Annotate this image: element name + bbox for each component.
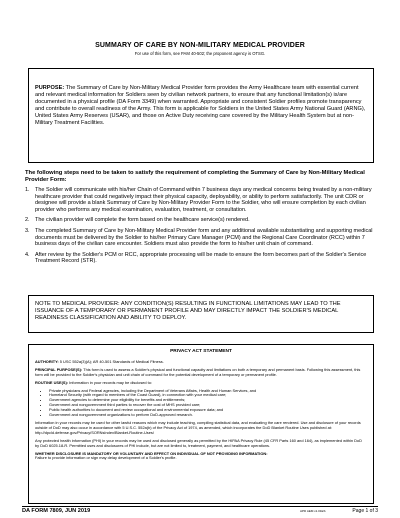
step-item	[25, 187, 377, 213]
privacy-heading: PRIVACY ACT STATEMENT	[170, 349, 232, 354]
step-item	[25, 228, 377, 248]
apd-version: APD AEM v1.01ES	[300, 509, 326, 513]
list-item: • Government and nongovernment third parties to recover the cost of MHS provided care;	[49, 403, 367, 408]
routine-uses-text: Information in your records may be disclosed to:	[69, 379, 152, 385]
privacy-act-box	[28, 344, 374, 504]
routine-uses-label: ROUTINE USE(S):	[35, 379, 69, 385]
form-title: SUMMARY OF CARE BY NON-MILITARY MEDICAL PROVIDER	[95, 42, 305, 49]
steps-heading: The following steps need to be taken to satisfy the requirement of completing the Summary of Care by Non-Military Medical Provider Form:	[25, 170, 365, 183]
note-text: NOTE TO MEDICAL PROVIDER: ANY CONDITION(S) RESULTING IN FUNCTIONAL LIMITATIONS MAY LEAD TO THE ISSUANCE OF A TEMPORARY OR PERMANENT PROFILE AND MAY DIRECTLY IMPACT THE SOLDIER'S MEDICAL READINESS CLASSIFICATION AND ABILITY TO DEPLOY.	[35, 301, 341, 322]
authority-paragraph	[35, 360, 367, 365]
form-id: DA FORM 7809, JUN 2019	[22, 508, 91, 514]
routine-uses-paragraph	[35, 381, 367, 386]
step-number: 1.	[25, 187, 30, 193]
step-text: After review by the Soldier's PCM or RCC, appropriate processing will be made to ensure the form becomes part of the Soldier's Service Treatment Record (STR).	[35, 251, 367, 265]
list-item: • Government and nongovernment organizations to perform DoD-approved research.	[49, 413, 367, 418]
form-subtitle: For use of this form, see PAM 40-502; the proponent agency is OTSG.	[134, 51, 266, 56]
list-item: • Homeland Security (with regard to members of the Coast Guard), in connection with your medical care;	[49, 393, 367, 398]
principal-purpose-text: This form is used to assess a Soldier's physical and functional capacity and limitations on both a temporary and permanent basis. Following this assessment, this form will be provided to the Soldier's physician and unit chain of command for the potential development of a temporary or permanent profile.	[35, 366, 361, 377]
step-item	[25, 252, 377, 265]
purpose-label: PURPOSE:	[35, 85, 65, 91]
list-item: • Private physicians and Federal agencies, including the Department of Veterans Affairs, Health and Human Services, and	[49, 389, 367, 394]
page-number: Page 1 of 3	[352, 508, 378, 514]
disclosure-text: Failure to provide information or sign may delay development of a Soldier's profile.	[35, 455, 177, 461]
step-text: The completed Summary of Care by Non-Military Medical Provider form and any additional available substantiating and supporting medical documents must be delivered by the Soldier to his/her Primary Care Manager (PCM) and the Regional Care Coordinator (RCC) within 7 business days of the civilian care encounter. Soldiers must also provide the form to his/her unit chain of command.	[35, 227, 373, 248]
note-to-provider-box	[28, 295, 374, 333]
principal-purpose-paragraph	[35, 368, 367, 378]
purpose-box	[28, 68, 374, 163]
disclosure-label: WHETHER DISCLOSURE IS MANDATORY OR VOLUNTARY AND EFFECT ON INDIVIDUAL OF NOT PROVIDING INFORMATION:	[35, 450, 268, 456]
list-item: • Public health authorities to document and review occupational and environmental exposure data; and	[49, 408, 367, 413]
disclosure-paragraph	[35, 452, 367, 462]
purpose-text: The Summary of Care by Non-Military Medical Provider form provides the Army Healthcare team with essential current and relevant medical information for Soldiers seen by civilian network partners, to ensure that any functional limitation(s) is/are documented in a physical profile (DA Form 3349) when warranted. Appropriate and consistent Soldier profiles promote transparency and contribute to overall readiness of the Army. This form is applicable for Soldiers in the United States Army National Guard (ARNG), United States Army Reserves (USAR), and those on Active Duty receiving care covered by the Military Health System but at non-Military Treatment Facilities.	[35, 85, 366, 126]
routine-uses-list	[35, 389, 367, 418]
authority-text: 5 USC 552a(3)(A); AR 40-501 Standards of Medical Fitness.	[59, 358, 164, 364]
info-use-paragraph: Information in your records may be used for other lawful reasons which may include teaching, compiling statistical data, and evaluating the care rendered. Use and disclosure of your records outside of DoD may also occur in accordance with 5 U.S.C. 552a(b) of the Privacy Act of 1974, as amended, which incorporates the DoD Blanket Routine Uses published at: http://dpcld.defense.gov/Privacy/SORNsIndex/Blanket-Routine-Uses/	[35, 419, 361, 435]
list-item: • Government agencies to determine your eligibility for benefits and entitlements;	[49, 398, 367, 403]
step-number: 3.	[25, 227, 30, 234]
step-number: 2.	[25, 217, 30, 224]
step-number: 4.	[25, 251, 30, 258]
phi-paragraph: Any protected health information (PHI) in your records may be used and disclosed generally as permitted by the HIPAA Privacy Rule (45 CFR Parts 160 and 164), as implemented within DoD by DoD 6025.18-R. Permitted uses and disclosures of PHI include, but are not limited to, treatment, payment, and healthcare operations.	[35, 437, 362, 448]
step-text: The civilian provider will complete the form based on the healthcare service(s) rendered.	[35, 217, 250, 224]
steps-list	[25, 187, 377, 269]
principal-purpose-label: PRINCIPAL PURPOSE(S):	[35, 366, 83, 372]
step-item	[25, 217, 377, 224]
step-text: The Soldier will communicate with his/her Chain of Command within 7 business days any medical concerns being treated by a non-military healthcare provider that could negatively impact their physical capacity, deployability, or ability to perform satisfactorily. The unit CDR or designee will provide a blank Summary of Care by Non-Military Provider Form to the Soldier, who will ensure completion by each civilian provider who performs any medical examination, evaluation, treatment, or consultation.	[35, 187, 372, 213]
footer-divider	[22, 506, 378, 507]
authority-label: AUTHORITY:	[35, 358, 59, 364]
